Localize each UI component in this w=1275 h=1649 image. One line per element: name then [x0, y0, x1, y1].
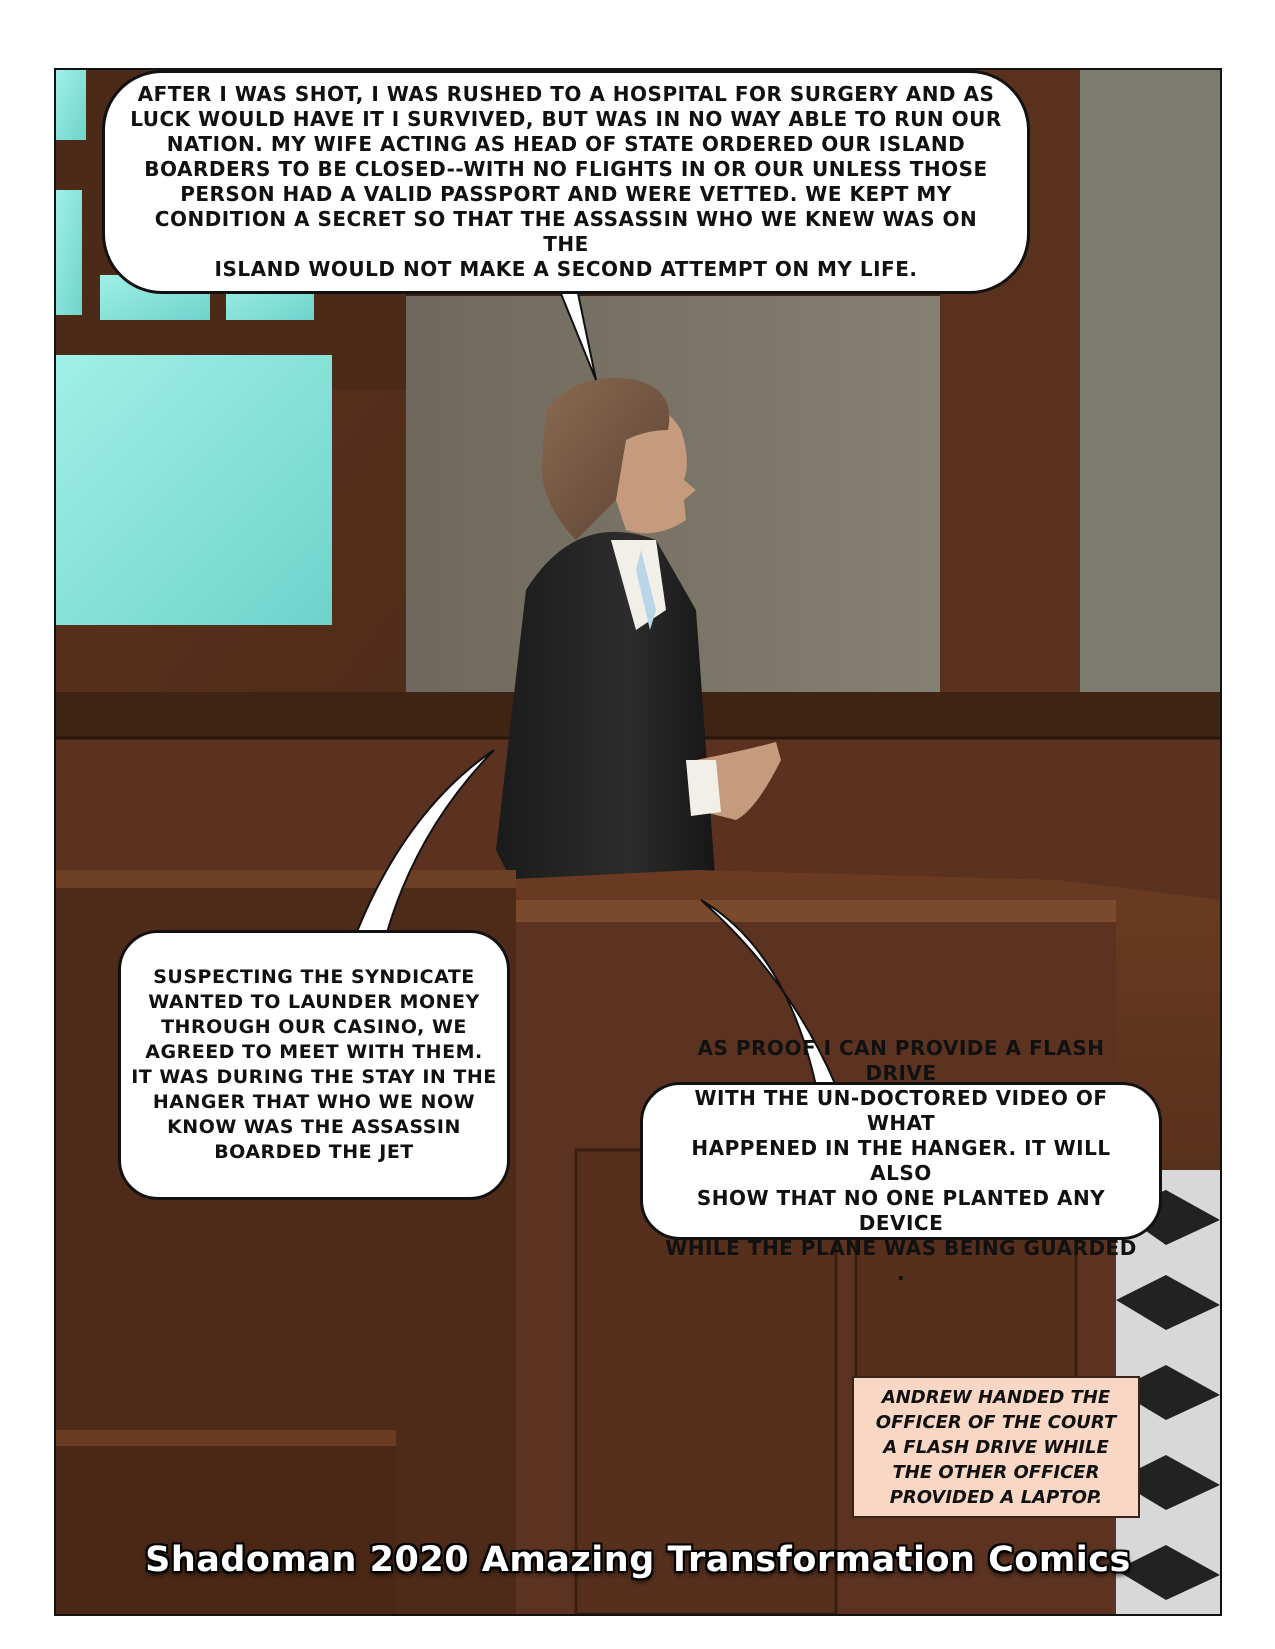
bubble-line: SHOW THAT NO ONE PLANTED ANY DEVICE	[696, 1186, 1106, 1235]
bubble-line: HANGER THAT WHO WE NOW	[152, 1091, 476, 1113]
bubble-line: THROUGH OUR CASINO, WE	[161, 1016, 467, 1038]
bubble-line: BOARDED THE JET	[214, 1141, 414, 1163]
caption-box	[852, 1376, 1140, 1518]
bubble-line: WHILE THE PLANE WAS BEING GUARDED .	[665, 1236, 1137, 1285]
caption-line: ANDREW HANDED THE	[881, 1386, 1111, 1408]
bubble-line: HAPPENED IN THE HANGER. IT WILL ALSO	[691, 1136, 1111, 1185]
bubble-line: AFTER I WAS SHOT, I WAS RUSHED TO A HOSPITAL FOR SURGERY AND AS	[137, 82, 995, 106]
bubble-line: WITH THE UN-DOCTORED VIDEO OF WHAT	[694, 1086, 1108, 1135]
bubble-line: WANTED TO LAUNDER MONEY	[148, 991, 480, 1013]
bubble-line: LUCK WOULD HAVE IT I SURVIVED, BUT WAS IN NO WAY ABLE TO RUN OUR	[130, 107, 1002, 131]
bubble-line: BOARDERS TO BE CLOSED--WITH NO FLIGHTS IN OR OUR UNLESS THOSE	[144, 157, 988, 181]
bubble-line: ISLAND WOULD NOT MAKE A SECOND ATTEMPT ON MY LIFE.	[214, 257, 918, 281]
speech-bubble-right	[640, 1036, 1162, 1285]
speech-bubble-top	[102, 70, 1030, 294]
credit-text: Shadoman 2020 Amazing Transformation Comics	[145, 1540, 1131, 1580]
caption-line: A FLASH DRIVE WHILE	[883, 1436, 1109, 1458]
bubble-line: AGREED TO MEET WITH THEM.	[145, 1041, 483, 1063]
bubble-line: IT WAS DURING THE STAY IN THE	[131, 1066, 497, 1088]
bubble-line: SUSPECTING THE SYNDICATE	[153, 966, 475, 988]
caption-line: PROVIDED A LAPTOP.	[889, 1486, 1103, 1508]
bubble-line: PERSON HAD A VALID PASSPORT AND WERE VETTED. WE KEPT MY	[180, 182, 952, 206]
bubble-line: NATION. MY WIFE ACTING AS HEAD OF STATE ORDERED OUR ISLAND	[166, 132, 966, 156]
bubble-line: AS PROOF I CAN PROVIDE A FLASH DRIVE	[697, 1036, 1105, 1085]
caption-line: THE OTHER OFFICER	[892, 1461, 1100, 1483]
comic-panel	[54, 68, 1222, 1616]
caption-line: OFFICER OF THE COURT	[875, 1411, 1117, 1433]
speech-bubble-left	[118, 930, 510, 1200]
bubble-line: CONDITION A SECRET SO THAT THE ASSASSIN WHO WE KNEW WAS ON THE	[154, 207, 978, 256]
bubble-line: KNOW WAS THE ASSASSIN	[167, 1116, 461, 1138]
